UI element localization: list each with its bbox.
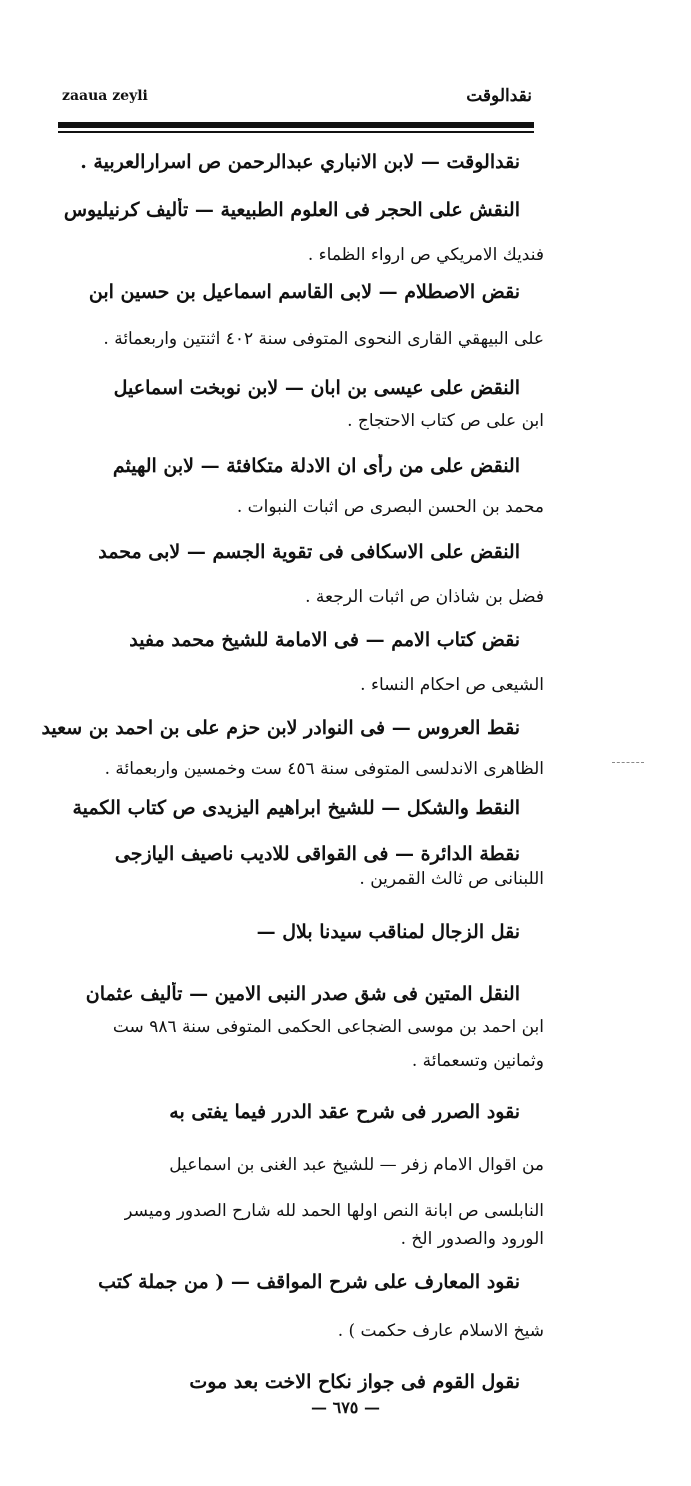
entry-line: النقض على عيسى بن ابان — لابن نوبخت اسماعيل	[113, 377, 520, 399]
entry-line: نقول القوم فى جواز نكاح الاخت بعد موت	[189, 1371, 520, 1393]
entry-line: النقل المتين فى شق صدر النبى الامين — تأليف عثمان	[85, 983, 520, 1005]
entry-line: الظاهرى الاندلسى المتوفى سنة ٤٥٦ ست وخمسين واربعمائة .	[104, 759, 544, 779]
page-number: — ٦٧٥ —	[311, 1398, 380, 1417]
running-header	[58, 86, 534, 118]
entry-line: النابلسى ص ابانة النص اولها الحمد لله شارح الصدور وميسر	[124, 1201, 544, 1221]
entry-line: على البيهقي القارى النحوى المتوفى سنة ٤٠٢ اثنتين واربعمائة .	[103, 329, 544, 349]
entry-line: محمد بن الحسن البصرى ص اثبات النبوات .	[236, 497, 544, 517]
header-left-text: zaaua zeyli	[62, 88, 148, 104]
entry-line: ابن احمد بن موسى الضجاعى الحكمى المتوفى سنة ٩٨٦ ست	[112, 1017, 544, 1037]
entry-line: النقض على الاسكافى فى تقوية الجسم — لابى محمد	[98, 541, 520, 563]
margin-mark	[612, 762, 644, 765]
entry-line: النقط والشكل — للشيخ ابراهيم اليزيدى ص كتاب الكمية	[72, 797, 520, 819]
entry-line: شيخ الاسلام عارف حكمت ) .	[337, 1321, 544, 1341]
entry-line: النقش على الحجر فى العلوم الطبيعية — تأليف كرنيليوس	[63, 199, 520, 221]
entry-line: نقدالوقت — لابن الانباري عبدالرحمن ص اسرارالعربية .	[80, 151, 520, 173]
header-rule-thin	[58, 131, 534, 133]
entry-line: النقض على من رأى ان الادلة متكافئة — لابن الهيثم	[112, 455, 520, 477]
entry-line: نقط العروس — فى النوادر لابن حزم على بن احمد بن سعيد	[41, 717, 520, 739]
entry-line: الشيعى ص احكام النساء .	[360, 675, 544, 695]
entry-line: وثمانين وتسعمائة .	[411, 1051, 544, 1071]
entry-line: ابن على ص كتاب الاحتجاج .	[347, 411, 544, 431]
entry-line: فنديك الامريكي ص ارواء الظماء .	[307, 245, 544, 265]
entry-line: الورود والصدور الخ .	[400, 1229, 544, 1249]
entry-line: نقود الصرر فى شرح عقد الدرر فيما يفتى به	[169, 1101, 520, 1123]
header-right-text: نقدالوقت	[466, 86, 532, 106]
entry-line: فضل بن شاذان ص اثبات الرجعة .	[305, 587, 544, 607]
entry-line: نقض كتاب الامم — فى الامامة للشيخ محمد مفيد	[129, 629, 520, 651]
entry-line: نقض الاصطلام — لابى القاسم اسماعيل بن حسين ابن	[88, 281, 520, 303]
header-rule-thick	[58, 122, 534, 128]
entry-line: نقود المعارف على شرح المواقف — ( من جملة كتب	[98, 1271, 520, 1293]
entry-line: اللبنانى ص ثالث القمرين .	[359, 869, 544, 889]
entry-line: من اقوال الامام زفر — للشيخ عبد الغنى بن اسماعيل	[169, 1155, 544, 1175]
entry-line: نقطة الدائرة — فى القواقى للاديب ناصيف اليازجى	[114, 843, 520, 865]
entry-line: نقل الزجال لمناقب سيدنا بلال —	[256, 921, 520, 943]
